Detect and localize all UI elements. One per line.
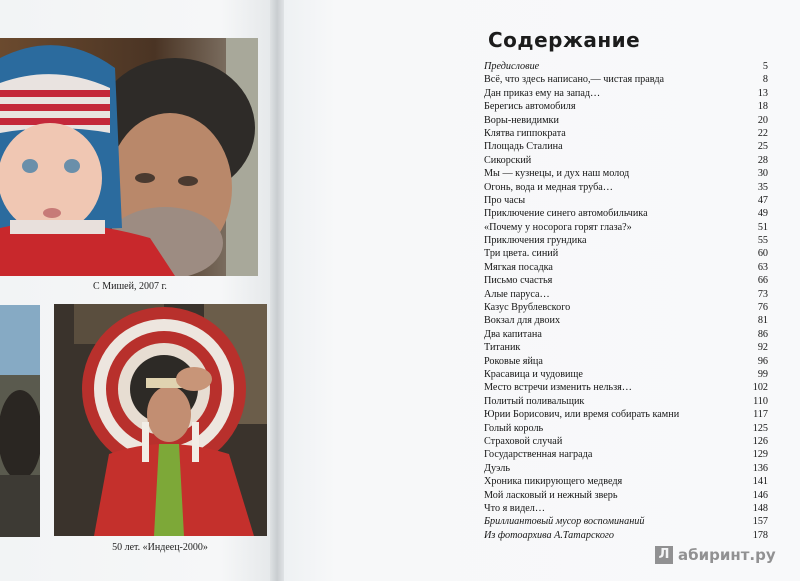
toc-entry-title: Сикорский xyxy=(484,154,532,166)
toc-entry xyxy=(484,167,768,180)
toc-entry-title: Дан приказ ему на запад… xyxy=(484,87,601,99)
toc-entry xyxy=(484,529,768,542)
photo-caption-top: С Мишей, 2007 г. xyxy=(93,281,167,292)
toc-entry-page: 49 xyxy=(757,208,768,220)
toc-entry xyxy=(484,154,768,167)
toc-entry xyxy=(484,381,768,394)
toc-entry xyxy=(484,462,768,475)
toc-entry-page: 25 xyxy=(757,141,768,153)
toc-entry-title: Берегись автомобиля xyxy=(484,101,576,113)
toc-entry-title: Место встречи изменить нельзя… xyxy=(484,382,632,394)
toc-entry-title: Мой ласковый и нежный зверь xyxy=(484,489,618,501)
toc-entry xyxy=(484,475,768,488)
toc-entry-page: 99 xyxy=(757,368,768,380)
photo-partial-left xyxy=(0,305,40,537)
toc-entry xyxy=(484,87,768,100)
toc-entry-page: 146 xyxy=(752,489,768,501)
toc-entry-title: Дуэль xyxy=(484,462,510,474)
toc-entry xyxy=(484,261,768,274)
toc-entry-title: Площадь Сталина xyxy=(484,141,563,153)
toc-entry-title: Воры-невидимки xyxy=(484,114,559,126)
labirint-logo-box: Л xyxy=(655,546,673,564)
toc-entry-title: Мы — кузнецы, и дух наш молод xyxy=(484,168,630,180)
toc-entry-title: Приключение синего автомобильчика xyxy=(484,208,648,220)
toc-entry xyxy=(484,328,768,341)
toc-entry-page: 47 xyxy=(757,194,768,206)
toc-entry-page: 55 xyxy=(757,235,768,247)
toc-entry-title: Предисловие xyxy=(484,61,540,72)
toc-entry-page: 110 xyxy=(753,395,768,407)
toc-entry-title: Вокзал для двоих xyxy=(484,315,561,327)
toc-entry xyxy=(484,341,768,354)
toc-entry-title: Что я видел… xyxy=(484,502,546,514)
toc-entry-page: 5 xyxy=(762,61,768,72)
toc-entry-page: 125 xyxy=(752,422,768,434)
toc-entry xyxy=(484,114,768,127)
toc-entry-page: 18 xyxy=(757,101,768,113)
toc-entry-page: 178 xyxy=(752,529,768,541)
toc-entry-title: Три цвета. синий xyxy=(484,248,559,260)
toc-entry-title: Голый король xyxy=(484,422,544,434)
toc-entry-page: 76 xyxy=(757,302,768,314)
toc-entry xyxy=(484,181,768,194)
photo-with-child xyxy=(0,38,258,276)
toc-entry xyxy=(484,301,768,314)
labirint-watermark xyxy=(655,546,776,564)
toc-entry-page: 73 xyxy=(757,288,768,300)
toc-entry xyxy=(484,100,768,113)
toc-entry-title: Титаник xyxy=(484,342,521,354)
toc-entry xyxy=(484,247,768,260)
toc-heading: Содержание xyxy=(488,28,641,52)
toc-entry-page: 13 xyxy=(757,87,768,99)
toc-entry-page: 66 xyxy=(757,275,768,287)
toc-entry xyxy=(484,140,768,153)
photo-with-child-image xyxy=(0,38,258,276)
toc-entry-title: Два капитана xyxy=(484,328,542,340)
toc-entry-page: 102 xyxy=(752,382,768,394)
toc-entry-title: Страховой случай xyxy=(484,435,563,447)
toc-entry-title: Приключения грундика xyxy=(484,235,587,247)
toc-entry-page: 141 xyxy=(752,476,768,488)
toc-entry-title: Всё, что здесь написано,— чистая правда xyxy=(484,74,665,86)
toc-entry-title: Письмо счастья xyxy=(484,275,553,287)
toc-entry-title: Казус Врублевского xyxy=(484,302,571,314)
toc-entry-page: 96 xyxy=(757,355,768,367)
toc-entry xyxy=(484,194,768,207)
toc-entry xyxy=(484,355,768,368)
toc-entry-page: 20 xyxy=(757,114,768,126)
toc-entry xyxy=(484,408,768,421)
toc-entry-page: 8 xyxy=(762,74,768,86)
toc-entry-title: Государственная награда xyxy=(484,449,593,461)
toc-entry-title: Огонь, вода и медная труба… xyxy=(484,181,613,193)
toc-entry-title: «Почему у носорога горят глаза?» xyxy=(484,221,632,233)
toc-entry-page: 28 xyxy=(757,154,768,166)
toc-entry-title: Из фотоархива А.Татарского xyxy=(484,529,615,541)
toc-entry xyxy=(484,314,768,327)
toc-entry xyxy=(484,73,768,86)
toc-entry xyxy=(484,435,768,448)
toc-entry xyxy=(484,502,768,515)
labirint-logo-text: абиринт.ру xyxy=(678,546,776,564)
toc-entry xyxy=(484,288,768,301)
toc-entry-page: 126 xyxy=(752,435,768,447)
toc-entry-title: Клятва гиппократа xyxy=(484,127,566,139)
toc-entry-page: 81 xyxy=(757,315,768,327)
toc-entry-page: 136 xyxy=(752,462,768,474)
table-of-contents xyxy=(484,60,768,542)
toc-entry xyxy=(484,448,768,461)
toc-entry-title: Политый поливальщик xyxy=(484,395,585,407)
toc-entry-title: Про часы xyxy=(484,194,526,206)
toc-entry xyxy=(484,127,768,140)
toc-entry-page: 63 xyxy=(757,261,768,273)
toc-entry-title: Роковые яйца xyxy=(484,355,543,367)
toc-entry-page: 92 xyxy=(757,342,768,354)
toc-entry-page: 129 xyxy=(752,449,768,461)
toc-entry xyxy=(484,489,768,502)
toc-entry xyxy=(484,274,768,287)
photo-partial-left-image xyxy=(0,305,40,537)
photo-caption-bottom: 50 лет. «Индеец-2000» xyxy=(112,542,208,553)
toc-entry xyxy=(484,422,768,435)
toc-entry-title: Красавица и чудовище xyxy=(484,368,583,380)
toc-entry-page: 30 xyxy=(757,168,768,180)
photo-indian-costume xyxy=(54,304,267,536)
toc-entry-title: Мягкая посадка xyxy=(484,261,553,273)
toc-entry-page: 60 xyxy=(757,248,768,260)
toc-entry-page: 148 xyxy=(752,502,768,514)
toc-entry-page: 51 xyxy=(757,221,768,233)
toc-entry xyxy=(484,368,768,381)
toc-entry-page: 157 xyxy=(752,516,768,528)
photo-indian-costume-image xyxy=(54,304,267,536)
toc-entry xyxy=(484,515,768,528)
toc-entry-title: Бриллиантовый мусор воспоминаний xyxy=(484,516,645,528)
toc-entry-title: Юрии Борисович, или время собирать камни xyxy=(484,409,680,421)
toc-entry-page: 22 xyxy=(757,127,768,139)
toc-entry xyxy=(484,207,768,220)
toc-entry-title: Алые паруса… xyxy=(484,288,550,300)
toc-entry-page: 35 xyxy=(757,181,768,193)
toc-entry xyxy=(484,234,768,247)
toc-entry-page: 117 xyxy=(753,409,768,421)
toc-entry xyxy=(484,221,768,234)
toc-entry xyxy=(484,60,768,73)
toc-entry xyxy=(484,395,768,408)
toc-entry-title: Хроника пикирующего медведя xyxy=(484,476,623,488)
toc-entry-page: 86 xyxy=(757,328,768,340)
